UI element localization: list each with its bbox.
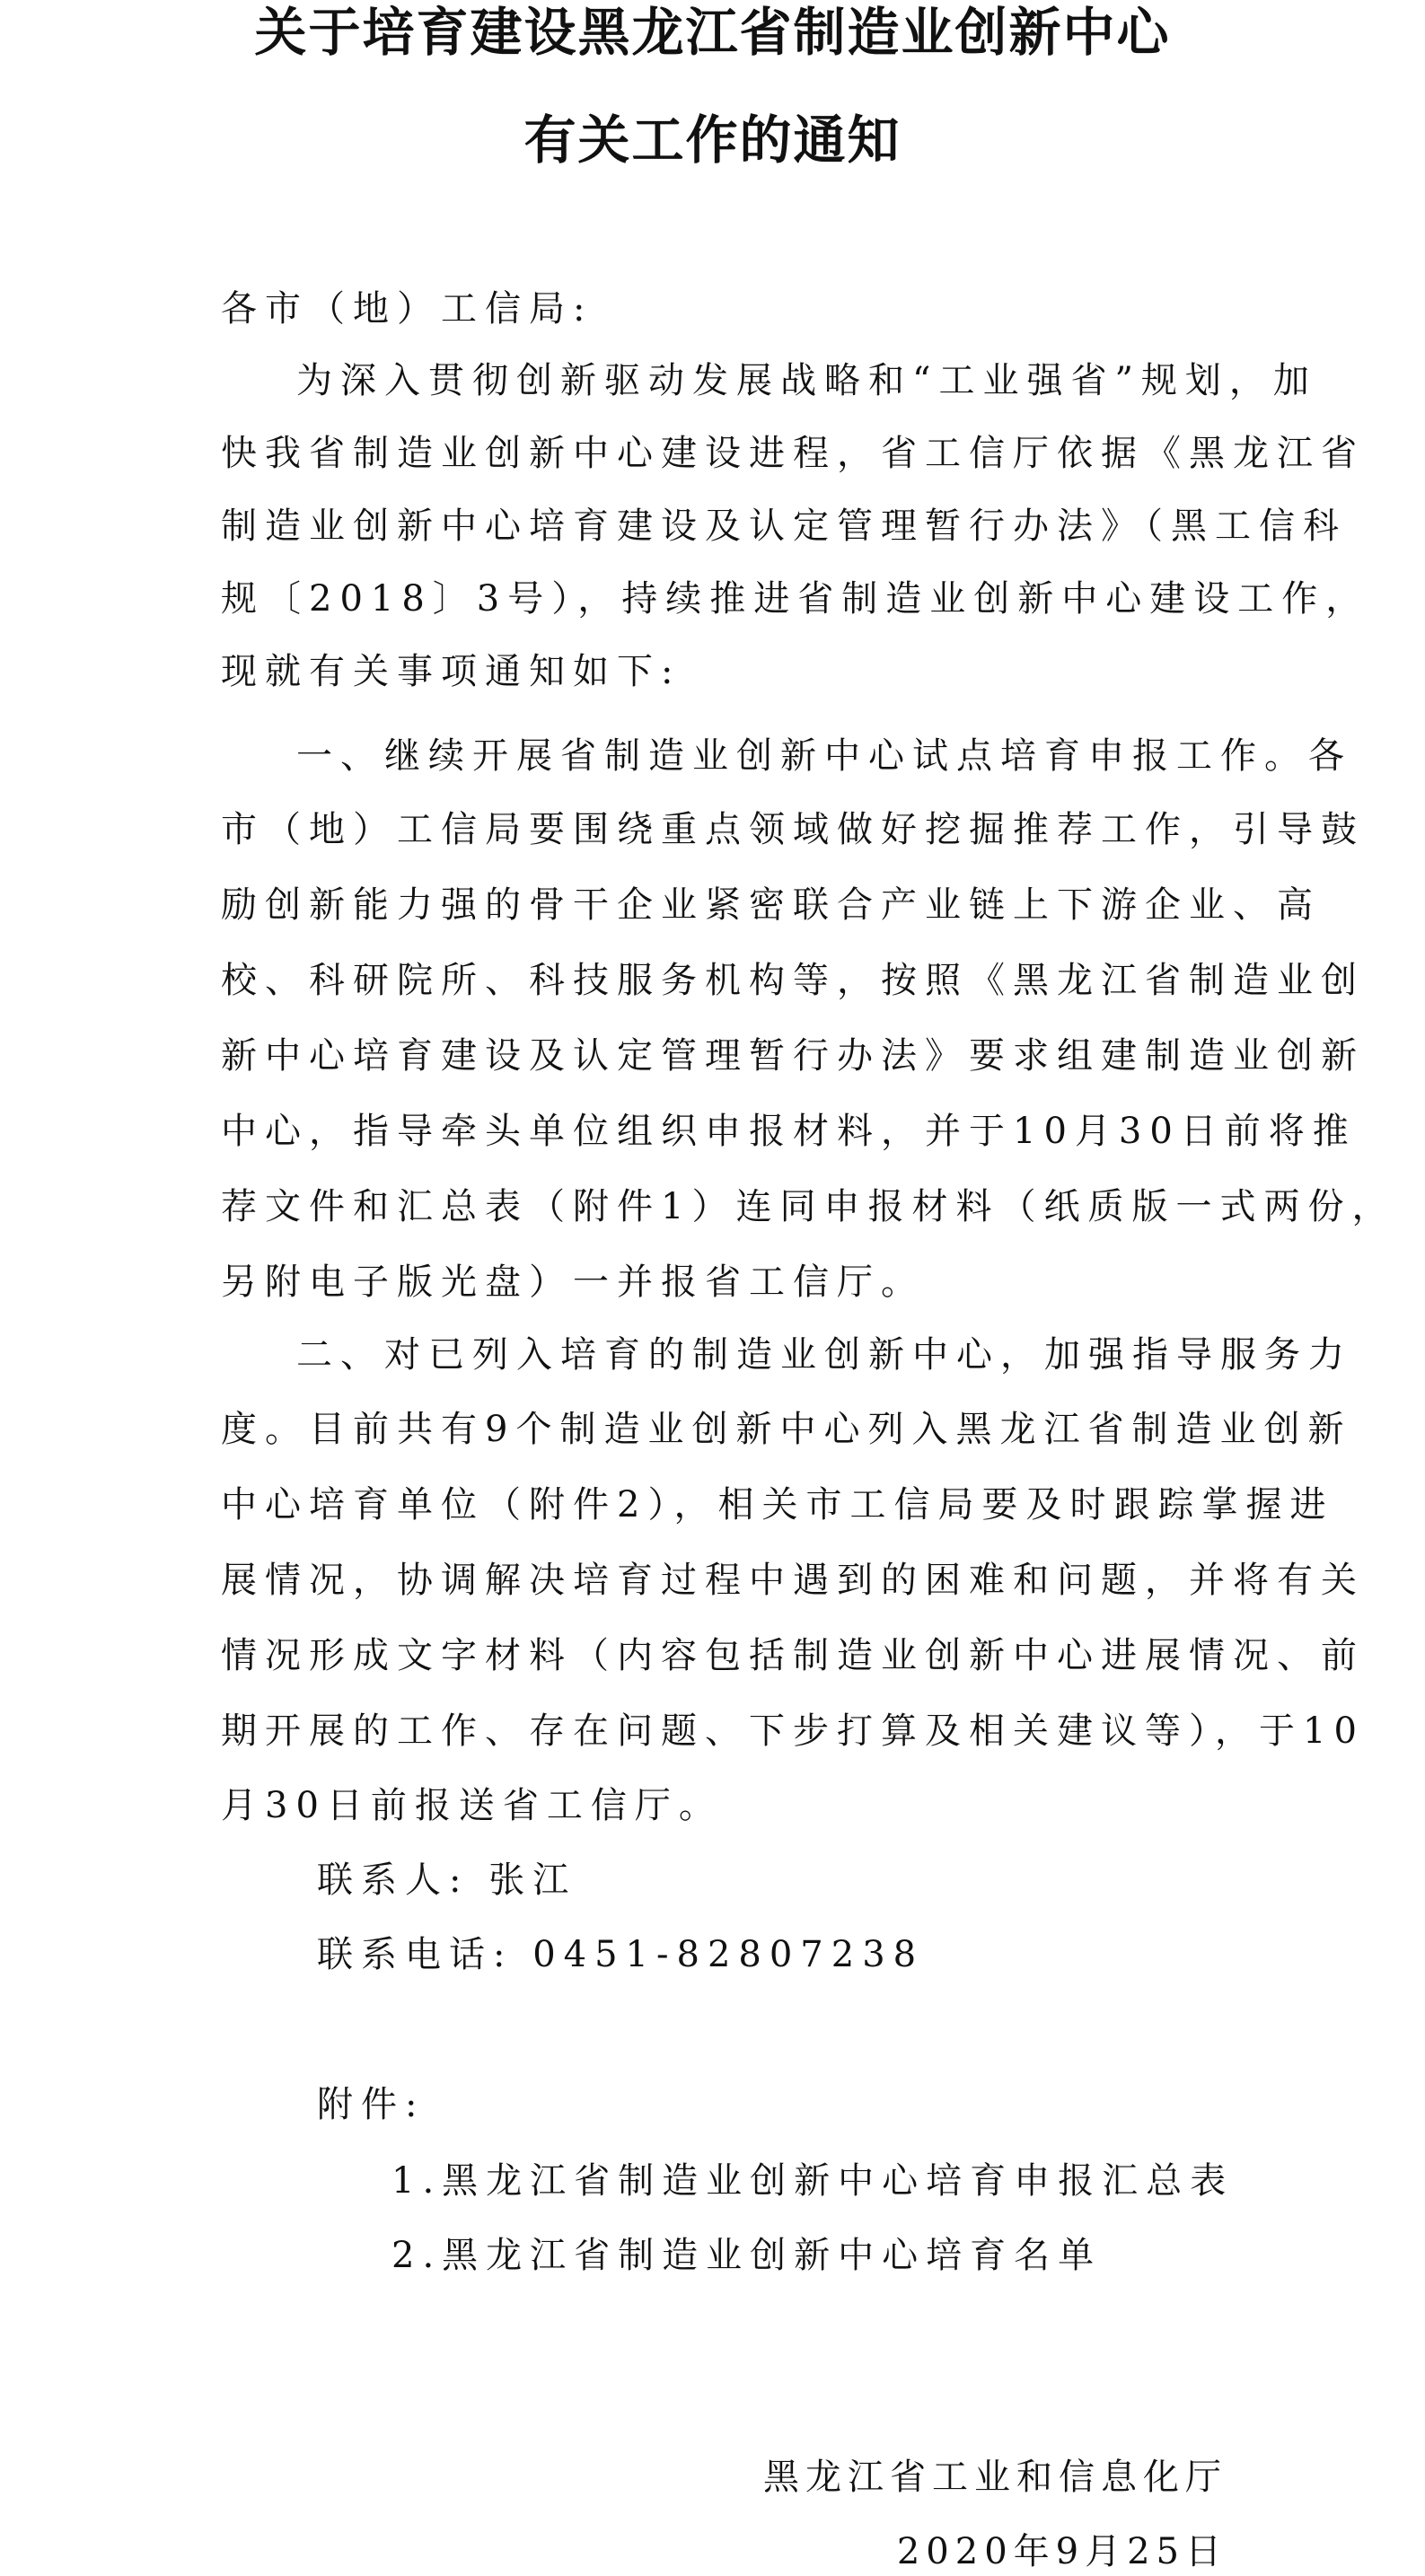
section-2-line: 情况形成文字材料（内容包括制造业创新中心进展情况、前 <box>221 1635 1365 1676</box>
salutation: 各市（地）工信局: <box>221 288 594 330</box>
section-1-line: 市（地）工信局要围绕重点领域做好挖掘推荐工作，引导鼓 <box>221 809 1365 850</box>
document-title-line-1: 关于培育建设黑龙江省制造业创新中心 <box>254 2 1171 63</box>
intro-line: 现就有关事项通知如下: <box>221 651 682 692</box>
intro-line: 快我省制造业创新中心建设进程，省工信厅依据《黑龙江省 <box>221 433 1365 474</box>
section-1-line: 荐文件和汇总表（附件1）连同申报材料（纸质版一式两份， <box>221 1186 1396 1227</box>
section-2-line: 月30日前报送省工信厅。 <box>221 1785 723 1826</box>
section-1-line: 励创新能力强的骨干企业紧密联合产业链上下游企业、高 <box>221 884 1321 926</box>
section-2-line: 度。目前共有9个制造业创新中心列入黑龙江省制造业创新 <box>221 1409 1352 1450</box>
section-2-line: 二、对已列入培育的制造业创新中心，加强指导服务力 <box>296 1334 1352 1376</box>
section-1-line: 中心，指导牵头单位组织申报材料，并于10月30日前将推 <box>221 1111 1357 1152</box>
attachment-item: 1.黑龙江省制造业创新中心培育申报汇总表 <box>391 2160 1235 2202</box>
intro-line: 制造业创新中心培育建设及认定管理暂行办法》（黑工信科 <box>221 506 1347 547</box>
intro-line: 规〔2018〕3号），持续推进省制造业创新中心建设工作， <box>221 578 1370 620</box>
attachments-label: 附件: <box>317 2084 426 2125</box>
section-1-line: 校、科研院所、科技服务机构等，按照《黑龙江省制造业创 <box>221 960 1365 1001</box>
attachment-item: 2.黑龙江省制造业创新中心培育名单 <box>391 2235 1103 2276</box>
document-title-line-2: 有关工作的通知 <box>523 110 902 171</box>
section-1-line: 一、继续开展省制造业创新中心试点培育申报工作。各 <box>296 735 1352 777</box>
intro-line: 为深入贯彻创新驱动发展战略和“工业强省”规划，加 <box>296 360 1317 401</box>
section-2-line: 展情况，协调解决培育过程中遇到的困难和问题，并将有关 <box>221 1560 1365 1601</box>
section-2-line: 期开展的工作、存在问题、下步打算及相关建议等），于10 <box>221 1710 1365 1752</box>
issuer: 黑龙江省工业和信息化厅 <box>763 2457 1227 2498</box>
section-1-line: 新中心培育建设及认定管理暂行办法》要求组建制造业创新 <box>221 1035 1365 1077</box>
issue-date: 2020年9月25日 <box>896 2531 1227 2572</box>
section-2-line: 中心培育单位（附件2），相关市工信局要及时跟踪掌握进 <box>221 1484 1334 1525</box>
contact-phone: 联系电话: 0451-82807238 <box>317 1934 925 1975</box>
section-1-line: 另附电子版光盘）一并报省工信厅。 <box>221 1262 925 1303</box>
contact-person: 联系人: 张江 <box>317 1859 577 1901</box>
